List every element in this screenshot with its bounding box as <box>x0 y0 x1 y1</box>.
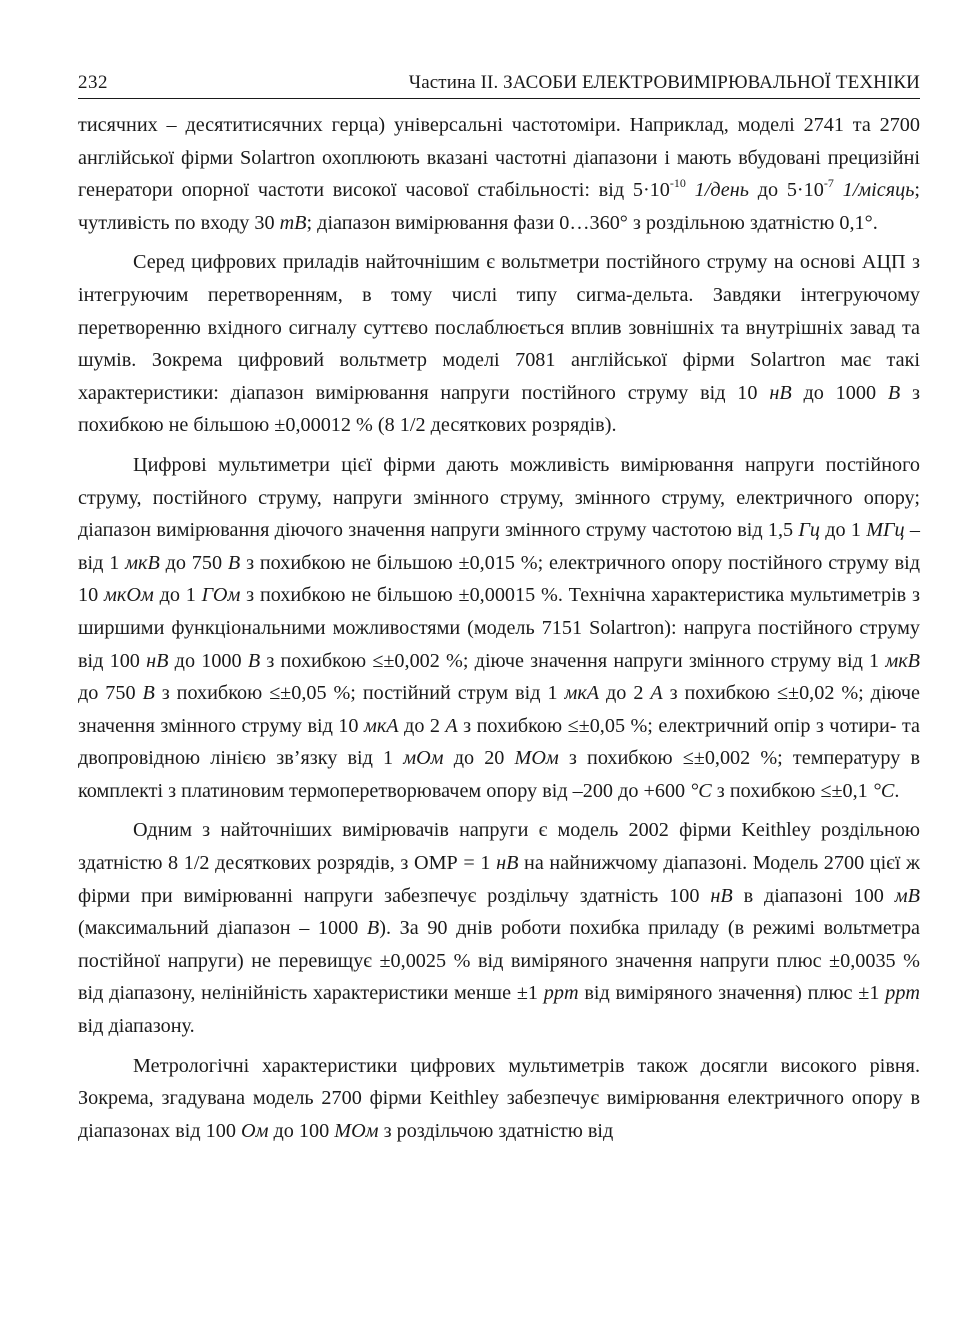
paragraph <box>78 246 920 442</box>
unit-italic: B <box>366 917 380 940</box>
unit-italic: A <box>650 682 663 705</box>
text-run: (максимальний діапазон – 1000 <box>78 917 367 940</box>
unit-italic: B <box>227 551 241 574</box>
unit-italic: ppm <box>543 982 579 1005</box>
text-run: з похибкою не більшою ±0,00012 % (8 1/2 десяткових розрядів). <box>78 381 920 437</box>
running-header <box>78 70 920 99</box>
unit-italic: °C <box>872 779 895 802</box>
text-run: до 750 <box>78 682 143 705</box>
superscript-exponent: -10 <box>669 176 686 191</box>
unit-italic: МОм <box>514 747 559 770</box>
text-run: Одним з найточніших вимірювачів напруги є модель 2002 фірми Keithley роздільною здатністю 8 1/2 десяткових розрядів, з ОМР = 1 <box>78 819 920 875</box>
paragraph <box>78 1050 920 1148</box>
text-run: з похибкою не більшою ±0,00015 %. Технічна характеристика мультиметрів з ширшими функціональними можливостями (модель 7151 Solartron): напруга постійного струму від 100 <box>78 584 920 672</box>
text-run: з похибкою не більшою ±0,015 %; електричного опору постійного струму від 10 <box>78 551 920 607</box>
text-run: з похибкою ≤±0,05 %; електричний опір з чотири- та двопровідною лінією зв’язку від 1 <box>78 714 920 770</box>
unit-italic: нВ <box>710 884 733 907</box>
unit-italic: МГц <box>866 519 905 542</box>
body-text <box>78 109 920 1147</box>
text-run: до 1000 <box>168 649 248 672</box>
superscript-exponent: -7 <box>823 176 834 191</box>
text-run: на найнижчому діапазоні. Модель 2700 цієї ж фірми при вимірюванні напруги забезпечує роздільчу здатність 100 <box>78 852 921 907</box>
unit-italic: A <box>445 714 458 737</box>
text-run: – від 1 <box>78 519 920 574</box>
text-run: з похибкою ≤±0,1 <box>711 779 873 802</box>
text-run: до 750 <box>159 551 228 574</box>
text-run: з похибкою ≤±0,002 %; температуру в комплекті з платиновим термоперетворювачем опору від –200 до +600 <box>78 747 920 802</box>
text-run: до 2 <box>599 682 651 705</box>
unit-italic: 1/місяць <box>842 179 915 202</box>
text-run: до 5·10 <box>748 179 824 202</box>
document-page <box>78 70 920 1154</box>
text-run: тисячних – десятитисячних герца) універсальні частотоміри. Наприклад, моделі 2741 та 2700 англійської фірми Solartron охоплюють вказані частотні діапазони і мають вбудовані прецизійні генератори опорної частоти високої часової стабільності: від 5·10 <box>78 114 920 202</box>
unit-italic: мкА <box>564 682 600 705</box>
page-number: 232 <box>78 72 108 93</box>
unit-italic: мВ <box>894 884 920 907</box>
text-run: до 2 <box>398 714 446 737</box>
text-run <box>686 179 695 201</box>
text-run: до 1000 <box>791 381 888 404</box>
text-run: до 20 <box>443 747 515 770</box>
unit-italic: мкА <box>363 714 399 737</box>
unit-italic: нВ <box>496 852 519 875</box>
text-run: до 1 <box>819 519 867 542</box>
unit-italic: °C <box>690 779 712 802</box>
text-run: з похибкою ≤±0,05 %; постійний струм від 1 <box>154 682 565 705</box>
paragraph <box>78 814 920 1042</box>
running-title: Частина II. ЗАСОБИ ЕЛЕКТРОВИМІРЮВАЛЬНОЇ ТЕХНІКИ <box>408 72 920 93</box>
text-run: ; діапазон вимірювання фази 0…360° з роздільною здатністю 0,1°. <box>306 211 878 234</box>
text-run: до 1 <box>153 584 202 607</box>
unit-italic: B <box>142 682 155 705</box>
text-run: ). За 90 днів роботи похибка приладу (в режимі вольтметра постійної напруги) не перевищує ±0,0025 % від виміряного значення напруги плюс ±0,0035 % від діапазону, нелінійність характеристики менше ±1 <box>78 917 920 1005</box>
unit-italic: нВ <box>146 649 169 672</box>
unit-italic: мкОм <box>104 584 154 607</box>
unit-italic: Гц <box>798 519 820 542</box>
paragraph <box>78 109 920 239</box>
text-run: Серед цифрових приладів найточнішим є вольтметри постійного струму на основі АЦП з інтегруючим перетворенням, в тому числі типу сигма-дельта. Завдяки інтегруючому перетворенню вхідного сигналу суттєво послаблюється вплив зовнішніх та внутрішніх завад та шумів. Зокрема цифровий вольтметр моделі 7081 англійської фірми Solartron має такі характеристики: діапазон вимірювання напруги постійного струму від 10 <box>78 251 920 404</box>
text-run: з роздільчою здатністю від <box>378 1119 614 1142</box>
text-run: з похибкою ≤±0,02 %; діюче значення змінного струму від 10 <box>78 682 920 737</box>
unit-italic: мкВ <box>125 551 160 574</box>
unit-italic: ГОм <box>201 584 241 607</box>
unit-italic: ppm <box>885 982 920 1005</box>
text-run: в діапазоні 100 <box>732 884 895 907</box>
paragraph <box>78 449 920 808</box>
text-run: з похибкою ≤±0,002 %; діюче значення напруги змінного струму від 1 <box>260 649 886 672</box>
unit-italic: мкВ <box>885 649 921 672</box>
text-run: від діапазону. <box>78 1015 195 1038</box>
text-run: . <box>894 779 900 802</box>
text-run: від виміряного значення) плюс ±1 <box>578 982 886 1005</box>
unit-italic: МОм <box>334 1119 379 1142</box>
unit-italic: B <box>247 649 261 672</box>
unit-italic: mB <box>279 211 307 234</box>
unit-italic: нВ <box>769 381 792 404</box>
unit-italic: 1/день <box>694 179 749 202</box>
text-run: ; чутливість по входу 30 <box>78 179 921 234</box>
unit-italic: мОм <box>403 747 444 770</box>
unit-italic: Ом <box>240 1119 269 1142</box>
text-run: Цифрові мультиметри цієї фірми дають можливість вимірювання напруги постійного струму, постійного струму, напруги змінного струму, змінного струму, електричного опору; діапазон вимірювання діючого значення напруги змінного струму частотою від 1,5 <box>78 453 920 542</box>
text-run: Метрологічні характеристики цифрових мультиметрів також досягли високого рівня. Зокрема, згадувана модель 2700 фірми Keithley забезпечує вимірювання електричного опору в діапазонах від 100 <box>78 1054 920 1142</box>
unit-italic: B <box>887 381 901 404</box>
text-run: до 100 <box>268 1119 335 1142</box>
text-run <box>834 179 843 201</box>
